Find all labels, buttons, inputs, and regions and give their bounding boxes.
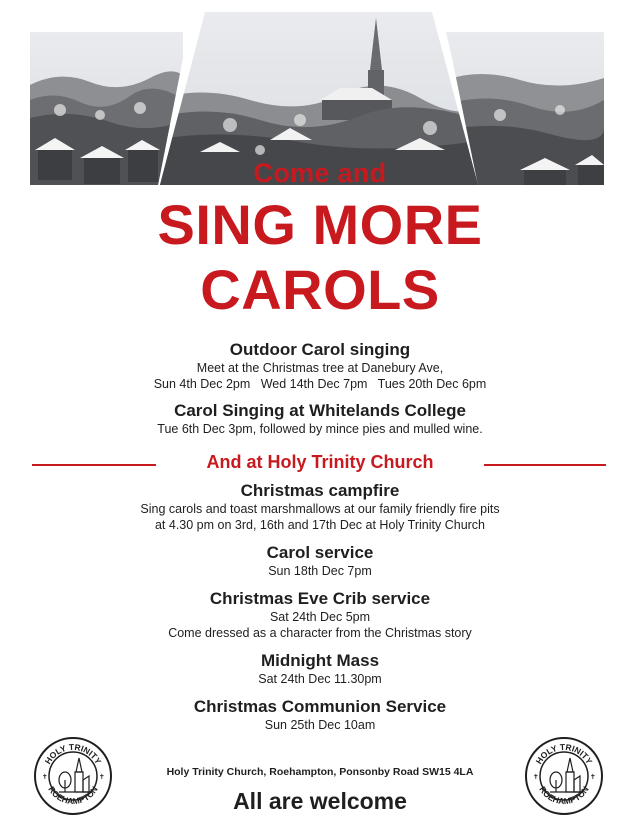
event-title: Midnight Mass — [260, 651, 380, 670]
event-whitelands-college — [0, 401, 640, 437]
svg-text:✝: ✝ — [533, 773, 539, 781]
event-title: Christmas Eve Crib service — [209, 589, 431, 608]
event-detail: Sun 18th Dec 7pm — [268, 564, 372, 578]
section-heading-holy-trinity — [0, 449, 640, 479]
event-detail: Tue 6th Dec 3pm, followed by mince pies and mulled wine. — [157, 422, 483, 436]
event-title: Christmas campfire — [240, 481, 400, 500]
hero-title-line-2: CAROLS — [200, 258, 440, 321]
svg-text:✝: ✝ — [590, 773, 596, 781]
church-address: Holy Trinity Church, Roehampton, Ponsonby Road SW15 4LA — [166, 766, 474, 778]
event-detail: Sun 25th Dec 10am — [264, 718, 376, 732]
divider-right — [484, 464, 606, 466]
event-christmas-campfire — [0, 481, 640, 533]
event-title: Christmas Communion Service — [193, 697, 447, 716]
event-detail: Come dressed as a character from the Christmas story — [168, 626, 472, 640]
event-detail: Sat 24th Dec 11.30pm — [258, 672, 382, 686]
event-midnight-mass — [0, 651, 640, 687]
svg-text:ROEHAMPTON: ROEHAMPTON — [46, 784, 100, 807]
event-detail: Sat 24th Dec 5pm — [269, 610, 371, 624]
event-detail: Meet at the Christmas tree at Danebury Ave, — [196, 361, 444, 375]
event-outdoor-carol-singing — [0, 340, 640, 392]
svg-text:✝: ✝ — [42, 773, 48, 781]
svg-text:HOLY TRINITY: HOLY TRINITY — [42, 741, 104, 766]
hero-intro: Come and — [253, 158, 387, 188]
welcome-message: All are welcome — [233, 788, 407, 814]
event-title: Carol service — [266, 543, 374, 562]
event-carol-service — [0, 543, 640, 579]
hero-title-line-1: SING MORE — [157, 193, 483, 256]
svg-text:✝: ✝ — [99, 773, 105, 781]
event-christmas-eve-crib-service — [0, 589, 640, 641]
event-title: Outdoor Carol singing — [229, 340, 411, 359]
events-list — [0, 340, 640, 733]
svg-text:ROEHAMPTON: ROEHAMPTON — [537, 784, 591, 807]
event-detail: at 4.30 pm on 3rd, 16th and 17th Dec at Holy Trinity Church — [154, 518, 486, 532]
event-christmas-communion — [0, 697, 640, 733]
event-title: Carol Singing at Whitelands College — [174, 401, 466, 420]
svg-text:HOLY TRINITY: HOLY TRINITY — [533, 741, 595, 766]
event-detail: Sing carols and toast marshmallows at our family friendly fire pits — [140, 502, 500, 516]
section-heading-label: And at Holy Trinity Church — [206, 452, 434, 472]
event-detail: Sun 4th Dec 2pm Wed 14th Dec 7pm Tues 20th Dec 6pm — [153, 377, 487, 391]
